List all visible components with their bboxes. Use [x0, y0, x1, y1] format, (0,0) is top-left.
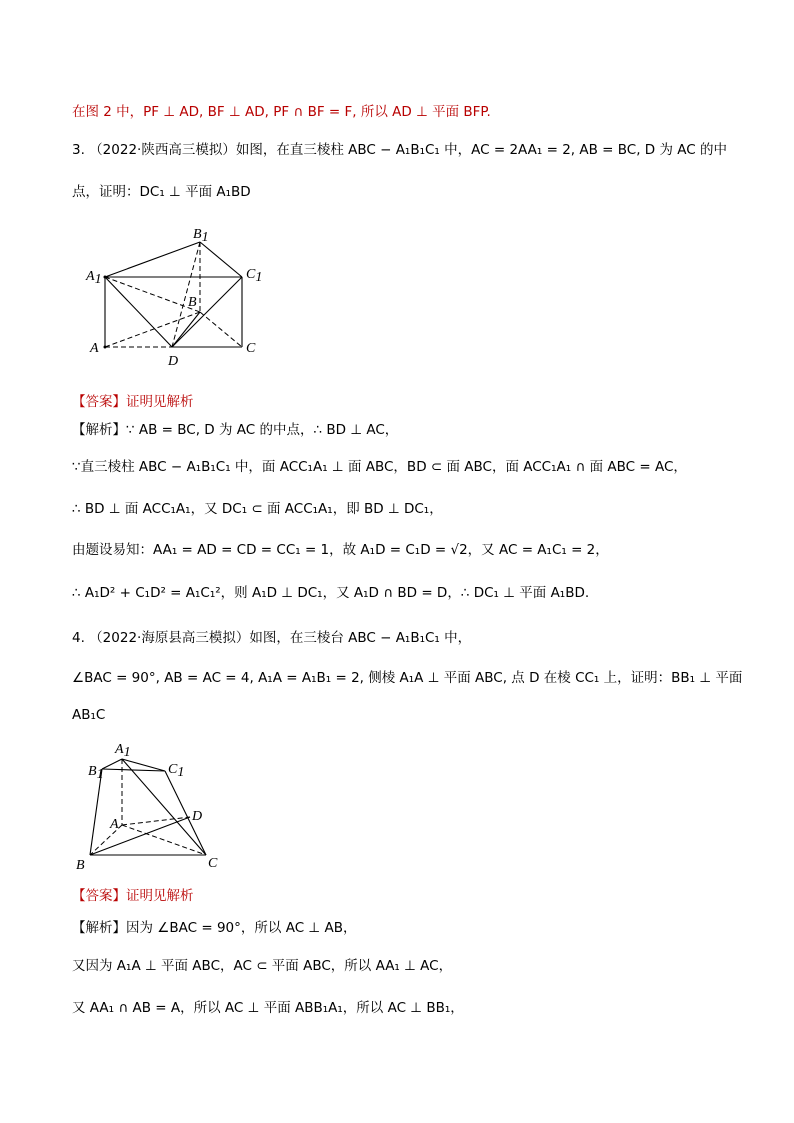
figure-prism: [80, 222, 280, 372]
fig3-label-A: A: [90, 341, 99, 356]
fig4-label-B1: B1: [88, 764, 104, 782]
solution-3-line3: ∴ BD ⊥ 面 ACC₁A₁，又 DC₁ ⊂ 面 ACC₁A₁，即 BD ⊥ DC₁，: [72, 501, 443, 517]
line-figure2-conclusion: 在图 2 中，PF ⊥ AD, BF ⊥ AD, PF ∩ BF = F, 所以 AD ⊥ 平面 BFP.: [72, 104, 491, 120]
solution-3-line4: 由题设易知：AA₁ = AD = CD = CC₁ = 1，故 A₁D = C₁D = √2，又 AC = A₁C₁ = 2，: [72, 542, 609, 558]
answer-3: 【答案】证明见解析: [72, 394, 194, 410]
fig3-label-B: B: [188, 295, 197, 310]
solution-4-line1: 【解析】因为 ∠BAC = 90°，所以 AC ⊥ AB，: [72, 920, 357, 936]
fig4-label-D: D: [192, 809, 203, 824]
question-4-line3: AB₁C: [72, 707, 106, 723]
fig4-label-A: A: [110, 817, 119, 832]
fig3-label-B1: B1: [193, 227, 209, 245]
answer-4: 【答案】证明见解析: [72, 888, 194, 904]
solution-4-line2: 又因为 A₁A ⊥ 平面 ABC，AC ⊂ 平面 ABC，所以 AA₁ ⊥ AC，: [72, 958, 453, 974]
question-3-line2: 点，证明：DC₁ ⊥ 平面 A₁BD: [72, 184, 251, 200]
fig4-label-C1: C1: [168, 762, 185, 780]
solution-3-line5: ∴ A₁D² + C₁D² = A₁C₁²，则 A₁D ⊥ DC₁，又 A₁D ∩ BD = D，∴ DC₁ ⊥ 平面 A₁BD.: [72, 585, 590, 601]
fig4-label-A1: A1: [115, 742, 131, 760]
solution-3-line2: ∵直三棱柱 ABC − A₁B₁C₁ 中，面 ACC₁A₁ ⊥ 面 ABC，BD ⊂ 面 ABC，面 ACC₁A₁ ∩ 面 ABC = AC，: [72, 459, 687, 475]
figure-frustum: [70, 735, 230, 875]
fig3-label-A1: A1: [86, 269, 102, 287]
solution-3-line1: 【解析】∵ AB = BC, D 为 AC 的中点，∴ BD ⊥ AC，: [72, 422, 399, 438]
question-4-line2: ∠BAC = 90°, AB = AC = 4, A₁A = A₁B₁ = 2, 侧棱 A₁A ⊥ 平面 ABC, 点 D 在棱 CC₁ 上，证明：BB₁ ⊥ 平面: [72, 670, 743, 686]
fig4-label-C: C: [208, 856, 218, 871]
solution-4-line3: 又 AA₁ ∩ AB = A，所以 AC ⊥ 平面 ABB₁A₁，所以 AC ⊥ BB₁，: [72, 1000, 464, 1016]
fig3-label-D: D: [168, 354, 179, 369]
fig4-label-B: B: [76, 858, 85, 873]
fig3-label-C1: C1: [246, 267, 263, 285]
question-3-line1: 3. （2022·陕西高三模拟）如图，在直三棱柱 ABC − A₁B₁C₁ 中，AC = 2AA₁ = 2, AB = BC, D 为 AC 的中: [72, 142, 727, 158]
question-4-line1: 4. （2022·海原县高三模拟）如图，在三棱台 ABC − A₁B₁C₁ 中，: [72, 630, 472, 646]
fig3-label-C: C: [246, 341, 256, 356]
